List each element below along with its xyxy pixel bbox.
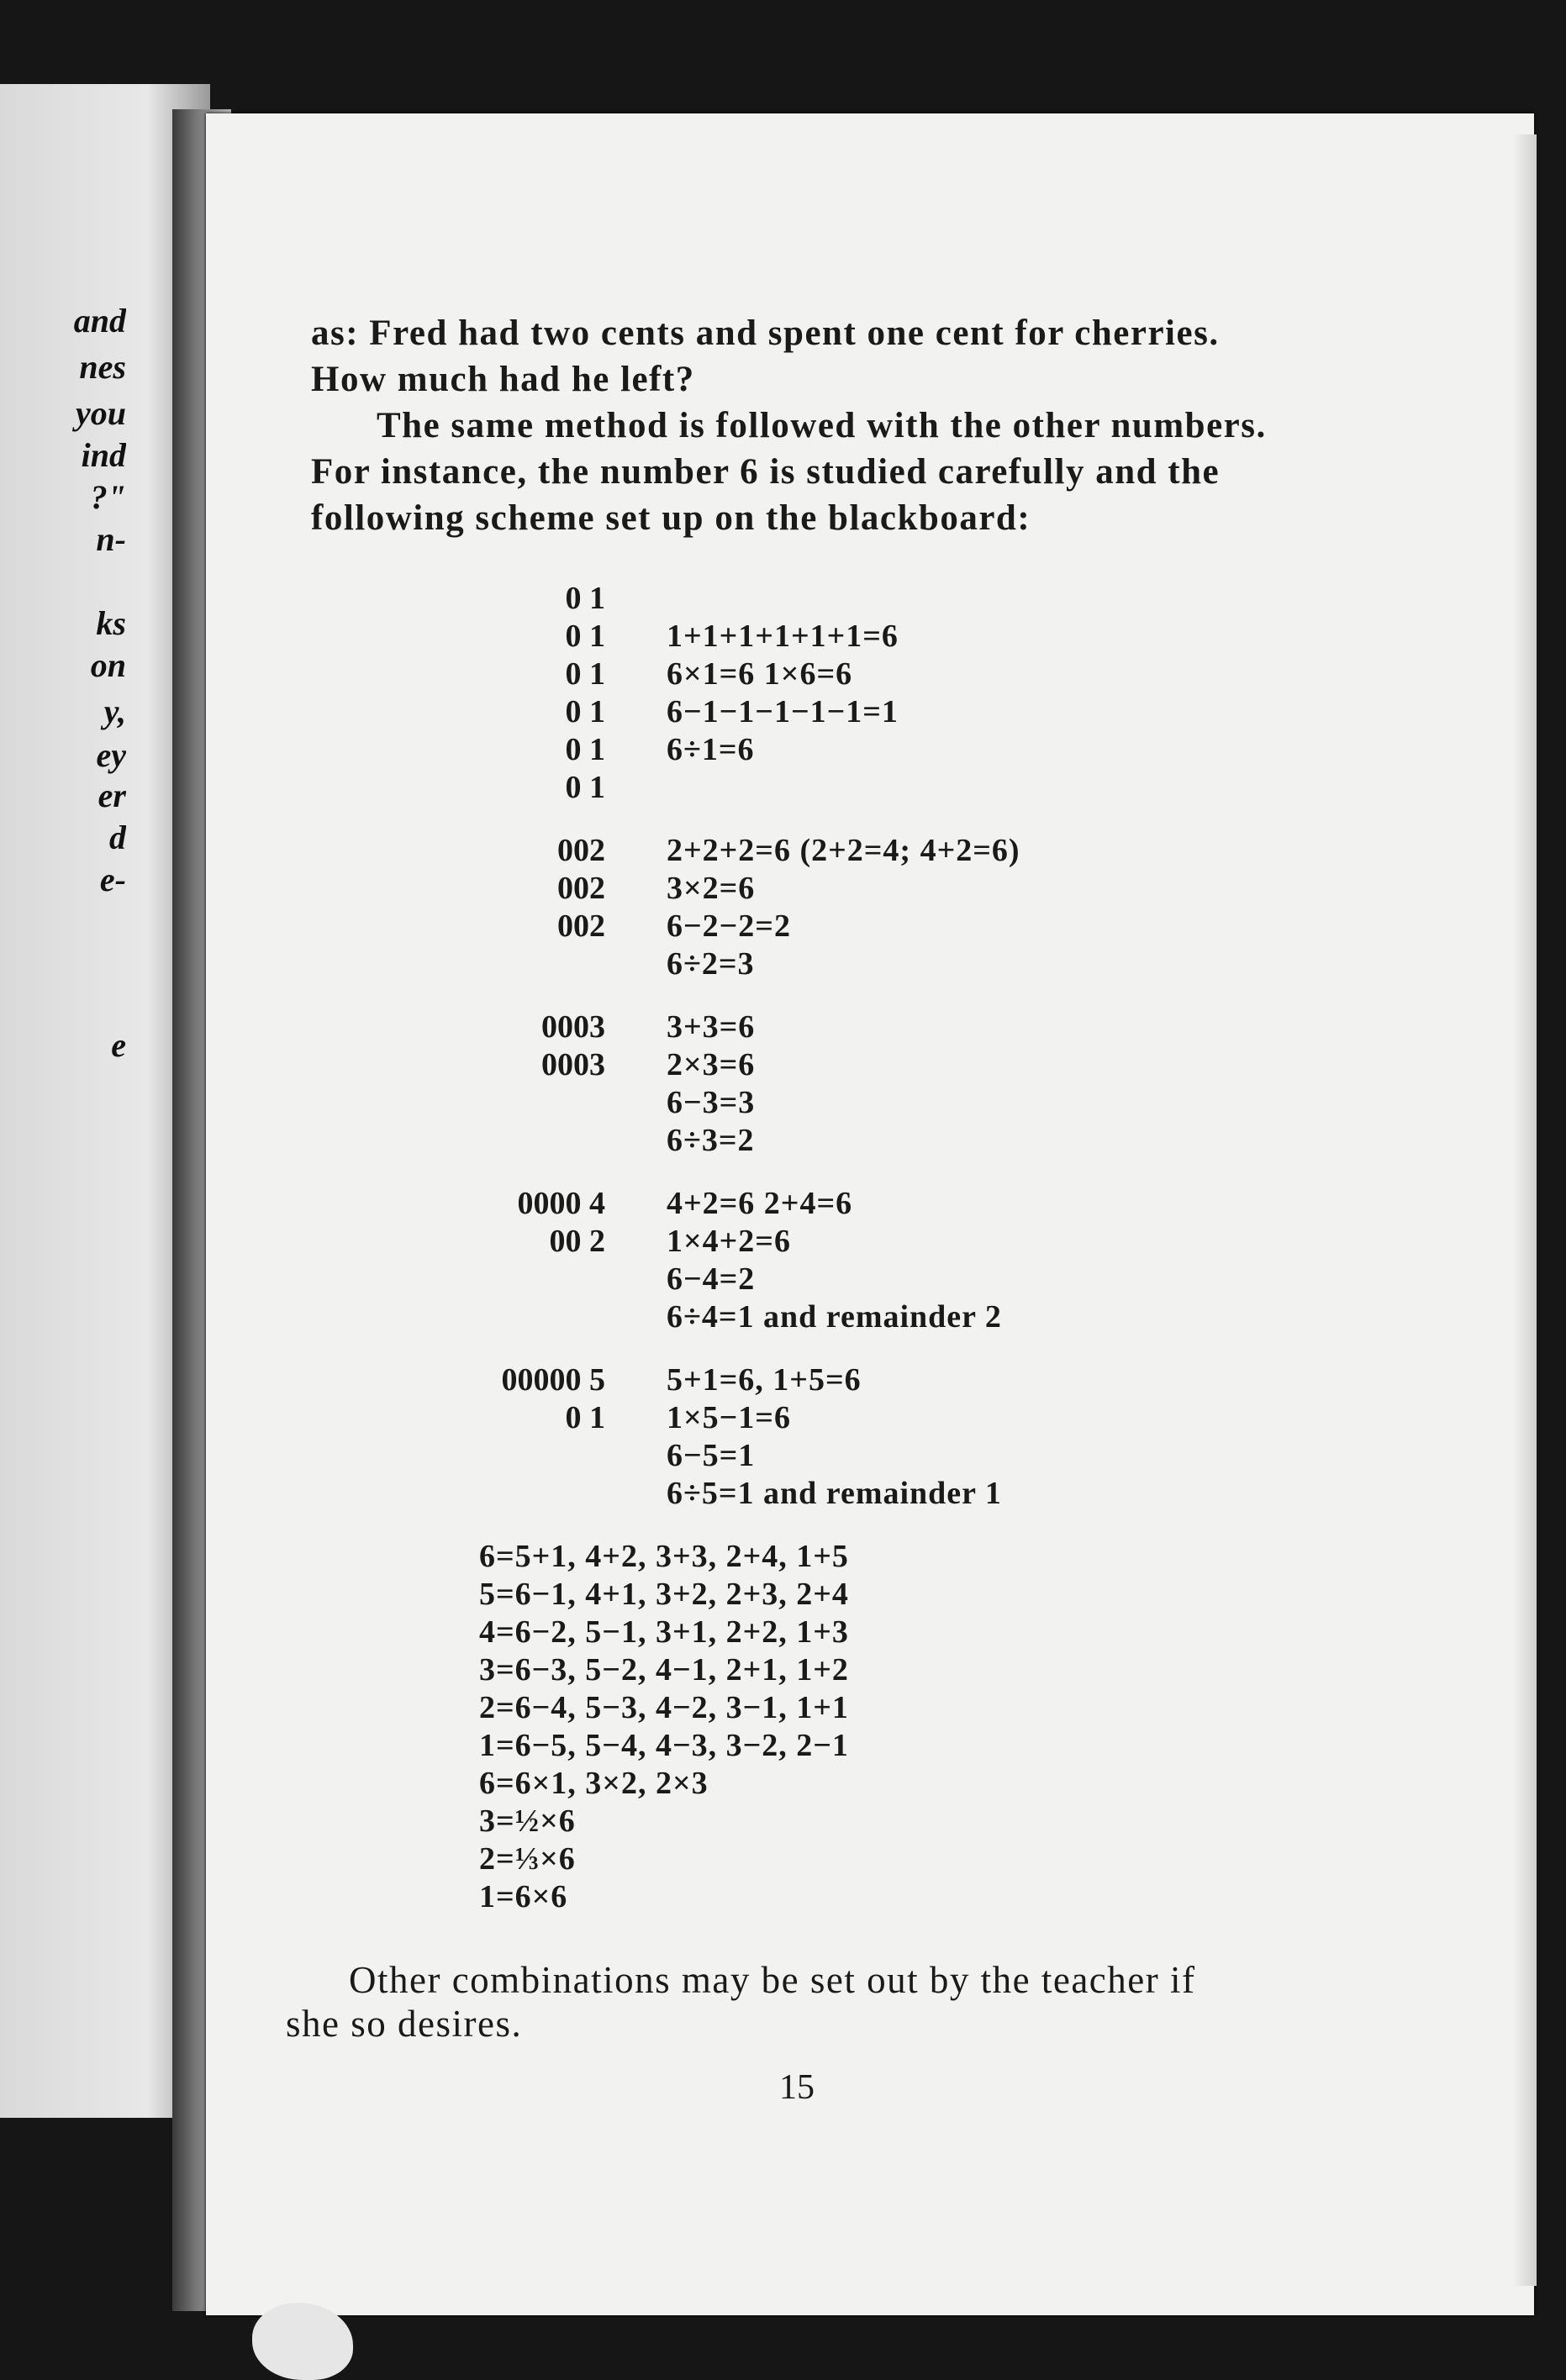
equation: 6×1=6 1×6=6 [667, 656, 853, 692]
scheme-mark: 0 1 [565, 694, 605, 729]
facing-page-text: e- [99, 861, 126, 898]
equation: 6−4=2 [667, 1261, 756, 1297]
equation: 6÷5=1 and remainder 1 [667, 1476, 1002, 1511]
scheme-mark: 0 1 [565, 1400, 605, 1435]
facing-page-text: er [98, 777, 126, 814]
scheme-mark: 0003 [541, 1009, 605, 1045]
scheme-mark: 0003 [541, 1047, 605, 1082]
equation: 6÷4=1 and remainder 2 [667, 1299, 1002, 1335]
equation: 6÷3=2 [667, 1123, 755, 1158]
equation: 6÷1=6 [667, 732, 755, 767]
scheme-mark: 0 1 [565, 581, 605, 616]
scheme-mark: 002 [557, 908, 605, 944]
facing-page-text: ks [96, 604, 126, 642]
scheme-mark: 0 1 [565, 656, 605, 692]
equation: 6−2−2=2 [667, 908, 791, 944]
facing-page-text: you [76, 394, 126, 432]
intro-line: as: Fred had two cents and spent one cent for cherries. [311, 313, 1220, 353]
equation: 1+1+1+1+1+1=6 [667, 619, 899, 654]
scheme-mark: 0000 4 [517, 1186, 605, 1221]
equation: 6−5=1 [667, 1438, 756, 1473]
scheme-mark: 0 1 [565, 770, 605, 805]
combination-line: 6=5+1, 4+2, 3+3, 2+4, 1+5 [479, 1539, 849, 1574]
combination-line: 3=6−3, 5−2, 4−1, 2+1, 1+2 [479, 1652, 849, 1688]
facing-page-text: e [111, 1026, 126, 1064]
facing-page-text: n- [96, 520, 126, 558]
combination-line: 2=6−4, 5−3, 4−2, 3−1, 1+1 [479, 1690, 849, 1725]
equation: 3×2=6 [667, 871, 756, 906]
facing-page-text: nes [79, 348, 126, 386]
scheme-mark: 002 [557, 833, 605, 868]
scheme-mark: 00 2 [549, 1224, 605, 1259]
combination-line: 5=6−1, 4+1, 3+2, 2+3, 2+4 [479, 1577, 849, 1612]
equation: 2+2+2=6 (2+2=4; 4+2=6) [667, 833, 1020, 868]
combination-line: 3=½×6 [479, 1803, 576, 1839]
scheme-mark: 0 1 [565, 732, 605, 767]
combination-line: 6=6×1, 3×2, 2×3 [479, 1766, 709, 1801]
equation: 2×3=6 [667, 1047, 756, 1082]
equation: 4+2=6 2+4=6 [667, 1186, 853, 1221]
equation: 5+1=6, 1+5=6 [667, 1362, 862, 1398]
equation: 1×4+2=6 [667, 1224, 791, 1259]
facing-page-text: on [90, 646, 126, 684]
closing-line: she so desires. [286, 2003, 523, 2045]
facing-page-text: ey [96, 736, 126, 774]
combination-line: 2=⅓×6 [479, 1841, 576, 1877]
equation: 1×5−1=6 [667, 1400, 791, 1435]
combination-line: 4=6−2, 5−1, 3+1, 2+2, 1+3 [479, 1614, 849, 1650]
closing-line: Other combinations may be set out by the teacher if [349, 1959, 1196, 2001]
scheme-mark: 0 1 [565, 619, 605, 654]
facing-page-text: and [73, 302, 126, 340]
scheme-mark: 002 [557, 871, 605, 906]
page-edge [1513, 134, 1537, 2286]
facing-page-text: ind [81, 436, 126, 474]
intro-line: following scheme set up on the blackboard: [311, 498, 1031, 538]
page-number: 15 [779, 2068, 815, 2107]
combination-line: 1=6×6 [479, 1879, 568, 1914]
equation: 6−3=3 [667, 1085, 756, 1120]
equation: 6−1−1−1−1−1=1 [667, 694, 899, 729]
equation: 3+3=6 [667, 1009, 756, 1045]
intro-line: How much had he left? [311, 360, 695, 399]
facing-page-text: d [109, 819, 126, 856]
scheme-mark: 00000 5 [501, 1362, 605, 1398]
facing-page-text: ?" [90, 478, 126, 516]
equation: 6÷2=3 [667, 946, 755, 982]
combination-line: 1=6−5, 5−4, 4−3, 3−2, 2−1 [479, 1728, 849, 1763]
intro-line: For instance, the number 6 is studied carefully and the [311, 452, 1221, 492]
facing-page-text: y, [103, 692, 126, 730]
intro-line: The same method is followed with the other numbers. [377, 406, 1267, 445]
